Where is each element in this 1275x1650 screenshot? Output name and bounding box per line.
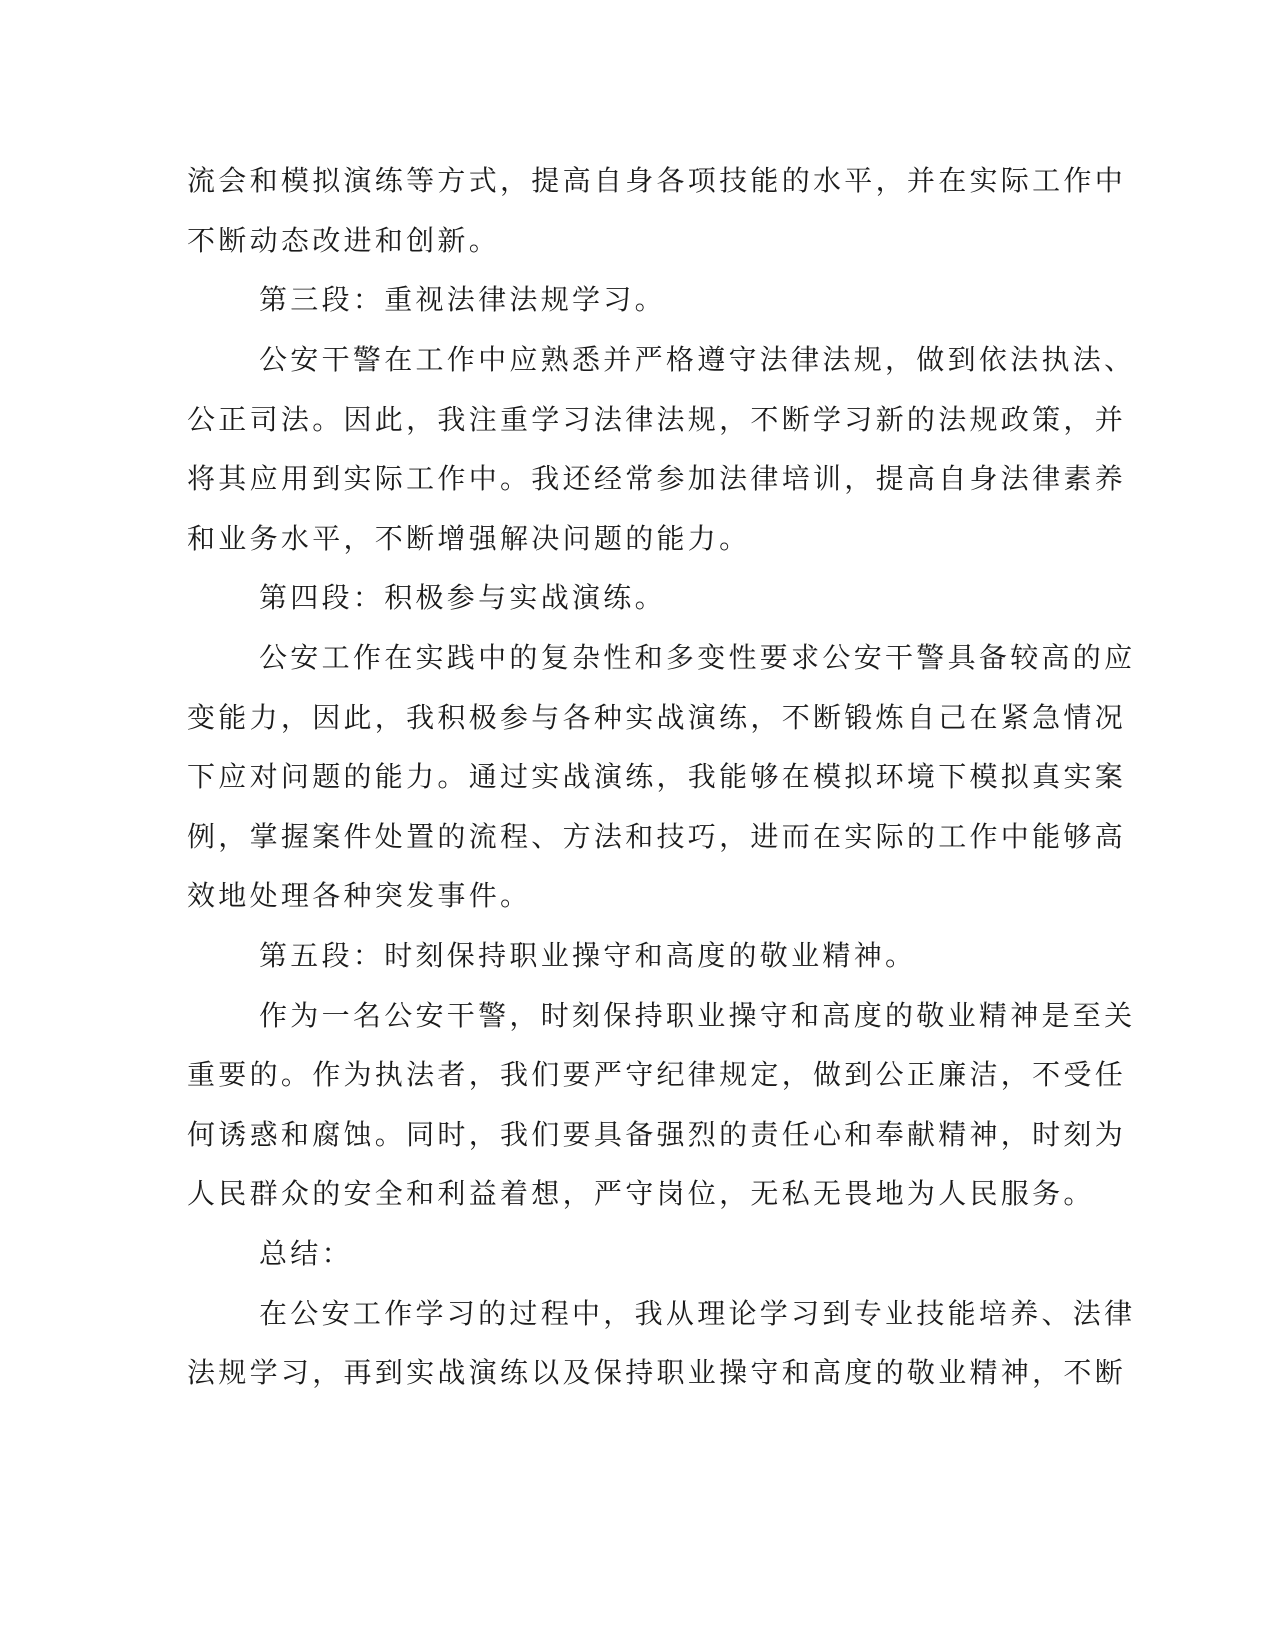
section-heading: 第五段：时刻保持职业操守和高度的敬业精神。 bbox=[259, 939, 917, 972]
text-line: 下应对问题的能力。通过实战演练，我能够在模拟环境下模拟真实案 bbox=[187, 760, 1127, 793]
text-line: 公安干警在工作中应熟悉并严格遵守法律法规，做到依法执法、 bbox=[259, 343, 1136, 376]
text-line: 公安工作在实践中的复杂性和多变性要求公安干警具备较高的应 bbox=[259, 641, 1136, 674]
text-line: 公正司法。因此，我注重学习法律法规，不断学习新的法规政策，并 bbox=[187, 403, 1127, 436]
text-line: 将其应用到实际工作中。我还经常参加法律培训，提高自身法律素养 bbox=[187, 462, 1127, 495]
section-heading: 第三段：重视法律法规学习。 bbox=[259, 283, 666, 316]
text-line: 效地处理各种突发事件。 bbox=[187, 879, 532, 912]
text-line: 在公安工作学习的过程中，我从理论学习到专业技能培养、法律 bbox=[259, 1297, 1136, 1330]
text-line: 重要的。作为执法者，我们要严守纪律规定，做到公正廉洁，不受任 bbox=[187, 1058, 1127, 1091]
text-line: 不断动态改进和创新。 bbox=[187, 224, 501, 257]
text-line: 和业务水平，不断增强解决问题的能力。 bbox=[187, 522, 751, 555]
text-line: 何诱惑和腐蚀。同时，我们要具备强烈的责任心和奉献精神，时刻为 bbox=[187, 1118, 1127, 1151]
text-line: 变能力，因此，我积极参与各种实战演练，不断锻炼自己在紧急情况 bbox=[187, 701, 1127, 734]
text-line: 作为一名公安干警，时刻保持职业操守和高度的敬业精神是至关 bbox=[259, 999, 1136, 1032]
section-heading: 第四段：积极参与实战演练。 bbox=[259, 581, 666, 614]
section-heading: 总结： bbox=[259, 1237, 353, 1270]
text-line: 流会和模拟演练等方式，提高自身各项技能的水平，并在实际工作中 bbox=[187, 164, 1127, 197]
text-line: 例，掌握案件处置的流程、方法和技巧，进而在实际的工作中能够高 bbox=[187, 820, 1127, 853]
text-line: 法规学习，再到实战演练以及保持职业操守和高度的敬业精神，不断 bbox=[187, 1356, 1127, 1389]
text-line: 人民群众的安全和利益着想，严守岗位，无私无畏地为人民服务。 bbox=[187, 1177, 1095, 1210]
